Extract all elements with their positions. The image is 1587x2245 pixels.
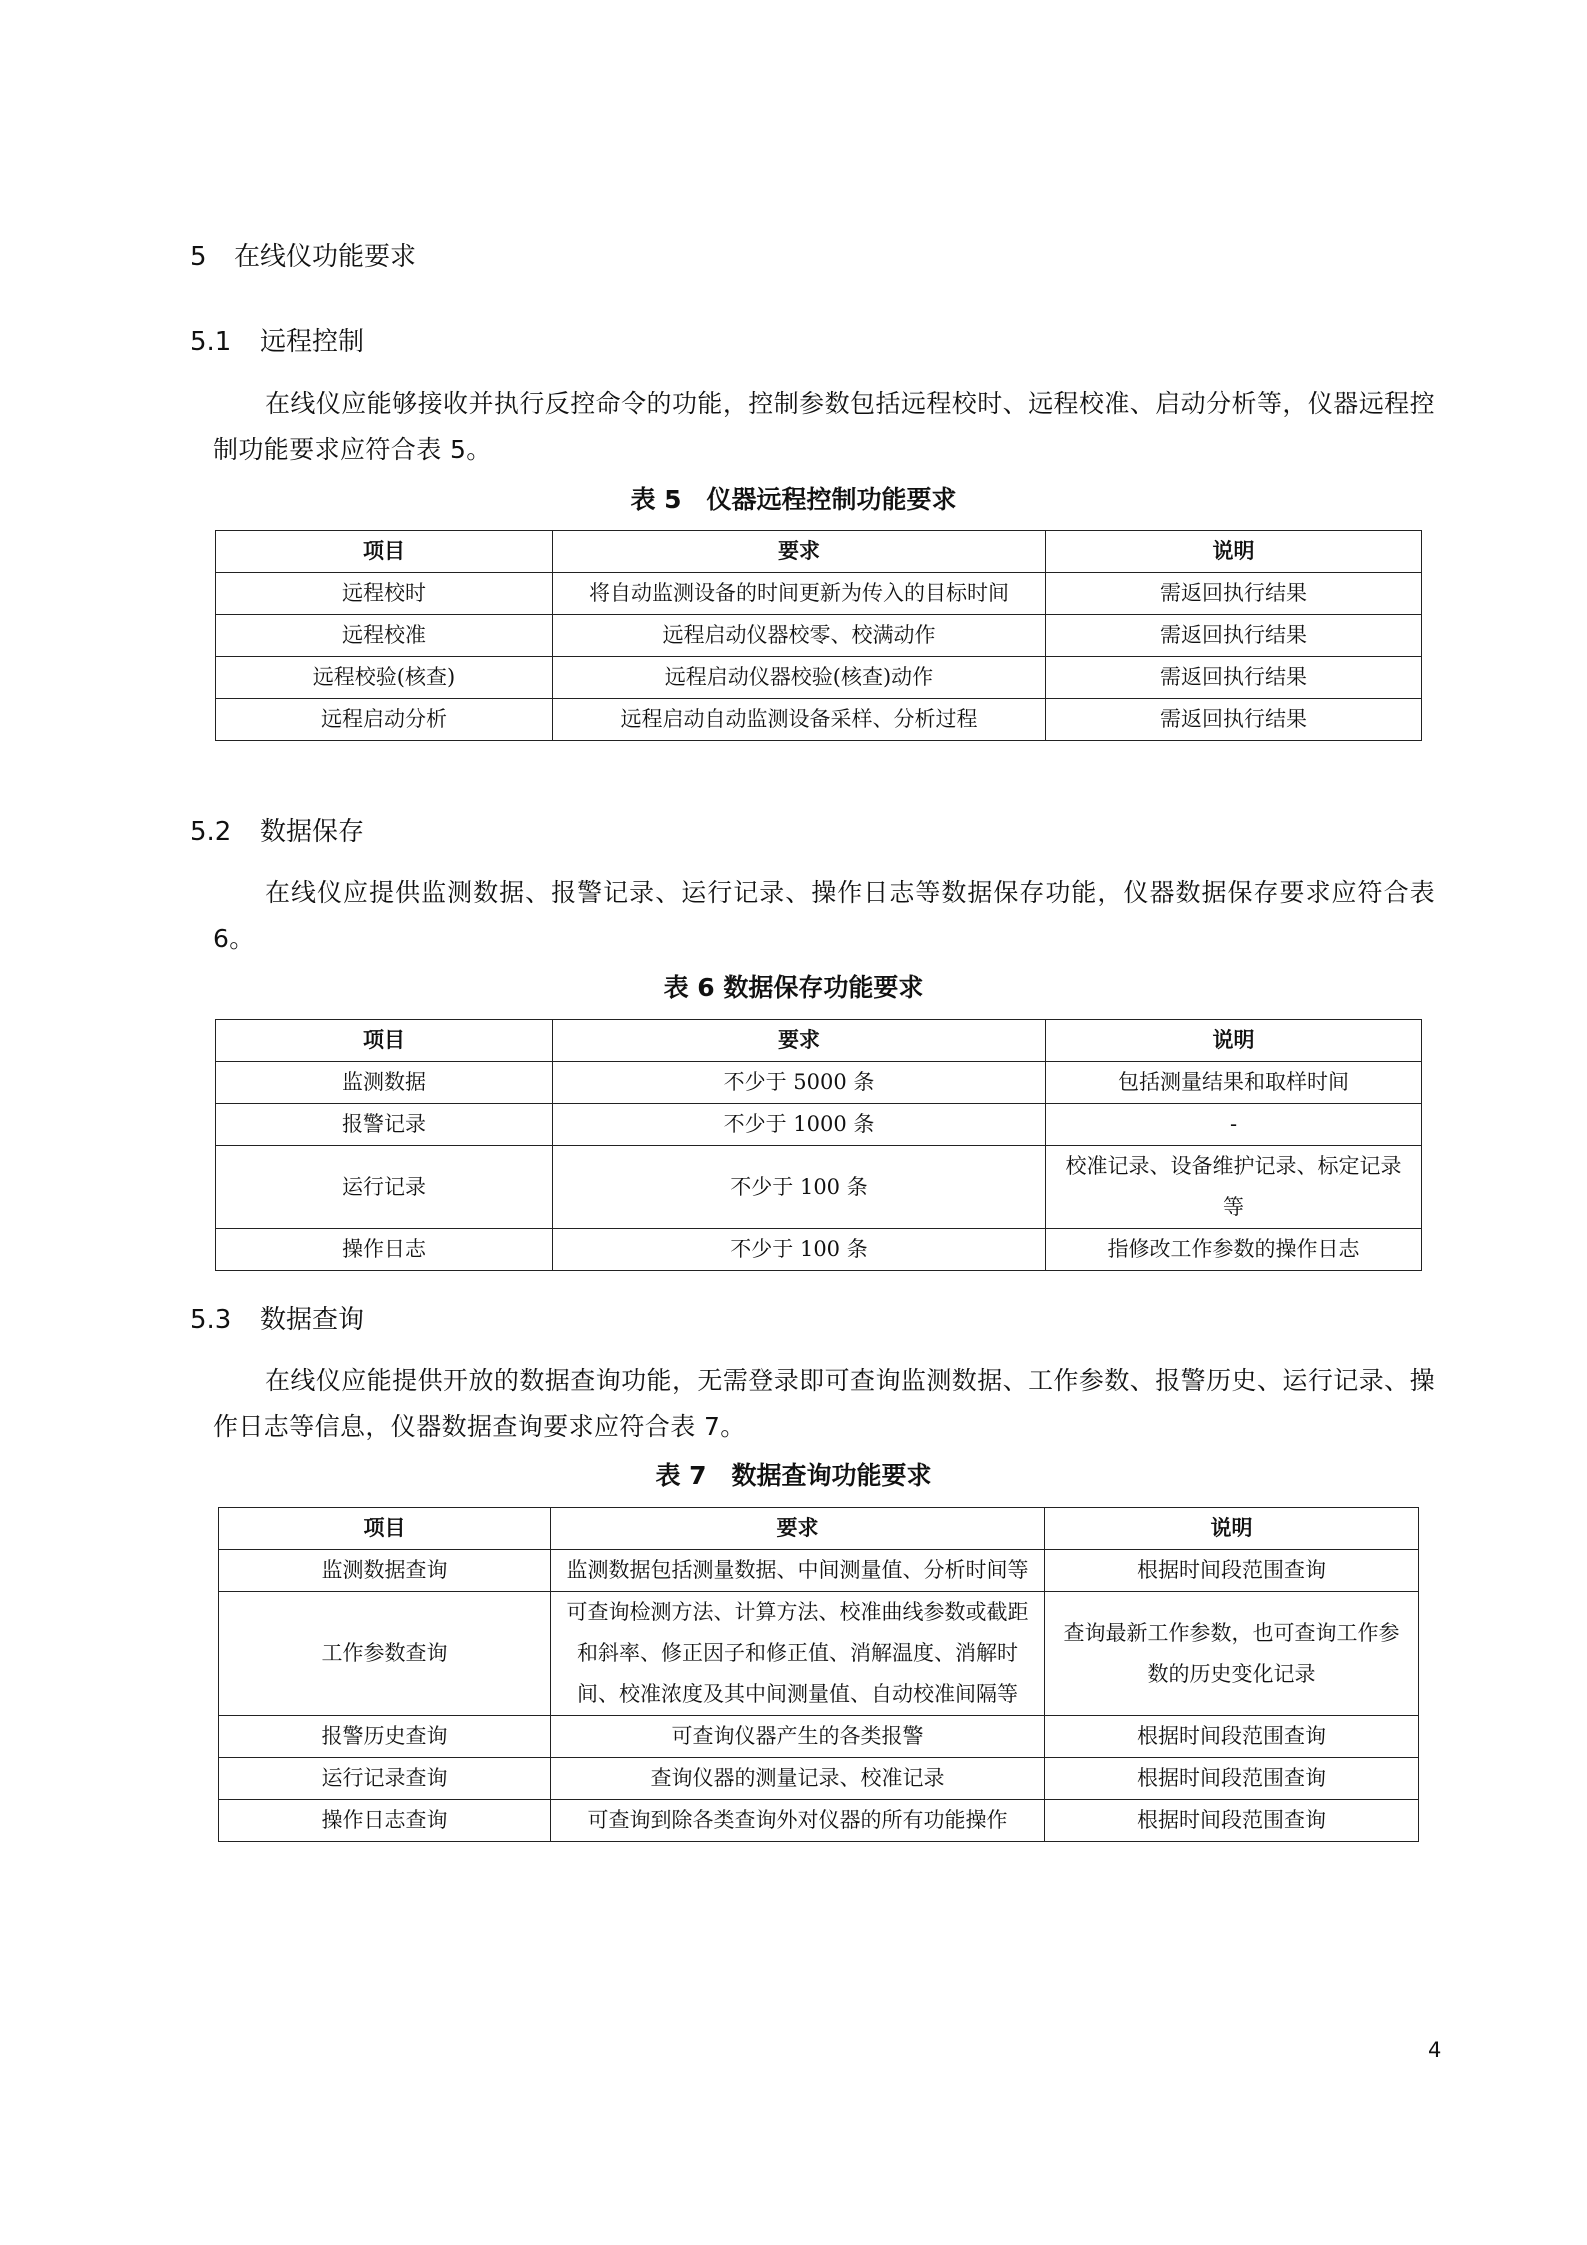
- table-cell: 报警记录: [216, 1104, 553, 1146]
- table-header-cell: 项目: [219, 1508, 551, 1550]
- table-caption: 表 6 数据保存功能要求: [663, 973, 924, 1002]
- table-cell: 监测数据查询: [219, 1550, 551, 1592]
- section-number: 5.2: [190, 817, 232, 847]
- table-cell: 报警历史查询: [219, 1716, 551, 1758]
- table-header-cell: 要求: [553, 531, 1046, 573]
- table-header-cell: 说明: [1045, 1508, 1419, 1550]
- section-number: 5.3: [190, 1305, 232, 1335]
- table-row: [216, 699, 1422, 741]
- table-cell: 根据时间段范围查询: [1045, 1758, 1419, 1800]
- table-header-cell: 说明: [1046, 531, 1422, 573]
- table-row: [216, 573, 1422, 615]
- section-heading-5-2: [190, 815, 364, 849]
- section-heading-5: [190, 240, 416, 274]
- table-cell: 远程校验(核查): [216, 657, 553, 699]
- table-cell: 远程启动分析: [216, 699, 553, 741]
- table-header-row: [219, 1508, 1419, 1550]
- table-cell: 远程校时: [216, 573, 553, 615]
- table-cell: 不少于 5000 条: [553, 1062, 1046, 1104]
- table-cell: 不少于 100 条: [553, 1229, 1046, 1271]
- table-cell: -: [1046, 1104, 1422, 1146]
- table-cell: 监测数据: [216, 1062, 553, 1104]
- table-row: [219, 1716, 1419, 1758]
- page-number: 4: [1428, 2038, 1442, 2062]
- table-header-cell: 说明: [1046, 1020, 1422, 1062]
- table-header-cell: 要求: [553, 1020, 1046, 1062]
- table-cell: 查询最新工作参数，也可查询工作参数的历史变化记录: [1045, 1592, 1419, 1716]
- section-title: 远程控制: [260, 327, 365, 357]
- table-cell: 远程校准: [216, 615, 553, 657]
- table-cell: 包括测量结果和取样时间: [1046, 1062, 1422, 1104]
- table-cell: 不少于 100 条: [553, 1146, 1046, 1229]
- section-heading-5-1: [190, 325, 364, 359]
- section-paragraph: 在线仪应能提供开放的数据查询功能，无需登录即可查询监测数据、工作参数、报警历史、运行记录、操作日志等信息，仪器数据查询要求应符合表 7。: [213, 1366, 1435, 1441]
- table-cell: 运行记录: [216, 1146, 553, 1229]
- table-cell: 校准记录、设备维护记录、标定记录等: [1046, 1146, 1422, 1229]
- section-heading-5-3: [190, 1303, 364, 1337]
- table-cell: 查询仪器的测量记录、校准记录: [551, 1758, 1045, 1800]
- table-cell: 可查询到除各类查询外对仪器的所有功能操作: [551, 1800, 1045, 1842]
- table-cell: 根据时间段范围查询: [1045, 1800, 1419, 1842]
- table-cell: 需返回执行结果: [1046, 657, 1422, 699]
- data-query-table: [218, 1507, 1419, 1842]
- section-title: 数据保存: [260, 817, 365, 847]
- table-header-row: [216, 531, 1422, 573]
- section-title: 在线仪功能要求: [234, 242, 417, 272]
- table-row: [216, 1229, 1422, 1271]
- table-cell: 操作日志查询: [219, 1800, 551, 1842]
- table-cell: 将自动监测设备的时间更新为传入的目标时间: [553, 573, 1046, 615]
- section-number: 5.1: [190, 327, 232, 357]
- section-paragraph: 在线仪应提供监测数据、报警记录、运行记录、操作日志等数据保存功能，仪器数据保存要求应符合表 6。: [213, 878, 1435, 953]
- table-cell: 需返回执行结果: [1046, 615, 1422, 657]
- table-caption: 表 5 仪器远程控制功能要求: [630, 485, 957, 514]
- table-cell: 运行记录查询: [219, 1758, 551, 1800]
- table-row: [219, 1800, 1419, 1842]
- table-cell: 根据时间段范围查询: [1045, 1716, 1419, 1758]
- section-title: 数据查询: [260, 1305, 365, 1335]
- table-cell: 可查询检测方法、计算方法、校准曲线参数或截距和斜率、修正因子和修正值、消解温度、消解时间、校准浓度及其中间测量值、自动校准间隔等: [551, 1592, 1045, 1716]
- table-row: [219, 1592, 1419, 1716]
- table-cell: 工作参数查询: [219, 1592, 551, 1716]
- data-storage-table: [215, 1019, 1422, 1271]
- table-cell: 操作日志: [216, 1229, 553, 1271]
- table-row: [216, 1146, 1422, 1229]
- table-cell: 监测数据包括测量数据、中间测量值、分析时间等: [551, 1550, 1045, 1592]
- table-caption: 表 7 数据查询功能要求: [655, 1461, 932, 1490]
- table-header-cell: 项目: [216, 531, 553, 573]
- table-cell: 远程启动自动监测设备采样、分析过程: [553, 699, 1046, 741]
- table-cell: 根据时间段范围查询: [1045, 1550, 1419, 1592]
- table-header-cell: 项目: [216, 1020, 553, 1062]
- table-header-row: [216, 1020, 1422, 1062]
- table-header-cell: 要求: [551, 1508, 1045, 1550]
- table-row: [216, 1104, 1422, 1146]
- table-cell: 需返回执行结果: [1046, 573, 1422, 615]
- remote-control-table: [215, 530, 1422, 741]
- section-number: 5: [190, 242, 207, 272]
- table-row: [216, 1062, 1422, 1104]
- table-row: [216, 657, 1422, 699]
- table-cell: 需返回执行结果: [1046, 699, 1422, 741]
- table-cell: 远程启动仪器校验(核查)动作: [553, 657, 1046, 699]
- table-cell: 远程启动仪器校零、校满动作: [553, 615, 1046, 657]
- table-cell: 可查询仪器产生的各类报警: [551, 1716, 1045, 1758]
- table-cell: 不少于 1000 条: [553, 1104, 1046, 1146]
- table-row: [219, 1550, 1419, 1592]
- table-row: [216, 615, 1422, 657]
- table-cell: 指修改工作参数的操作日志: [1046, 1229, 1422, 1271]
- table-row: [219, 1758, 1419, 1800]
- section-paragraph: 在线仪应能够接收并执行反控命令的功能，控制参数包括远程校时、远程校准、启动分析等，仪器远程控制功能要求应符合表 5。: [213, 389, 1435, 464]
